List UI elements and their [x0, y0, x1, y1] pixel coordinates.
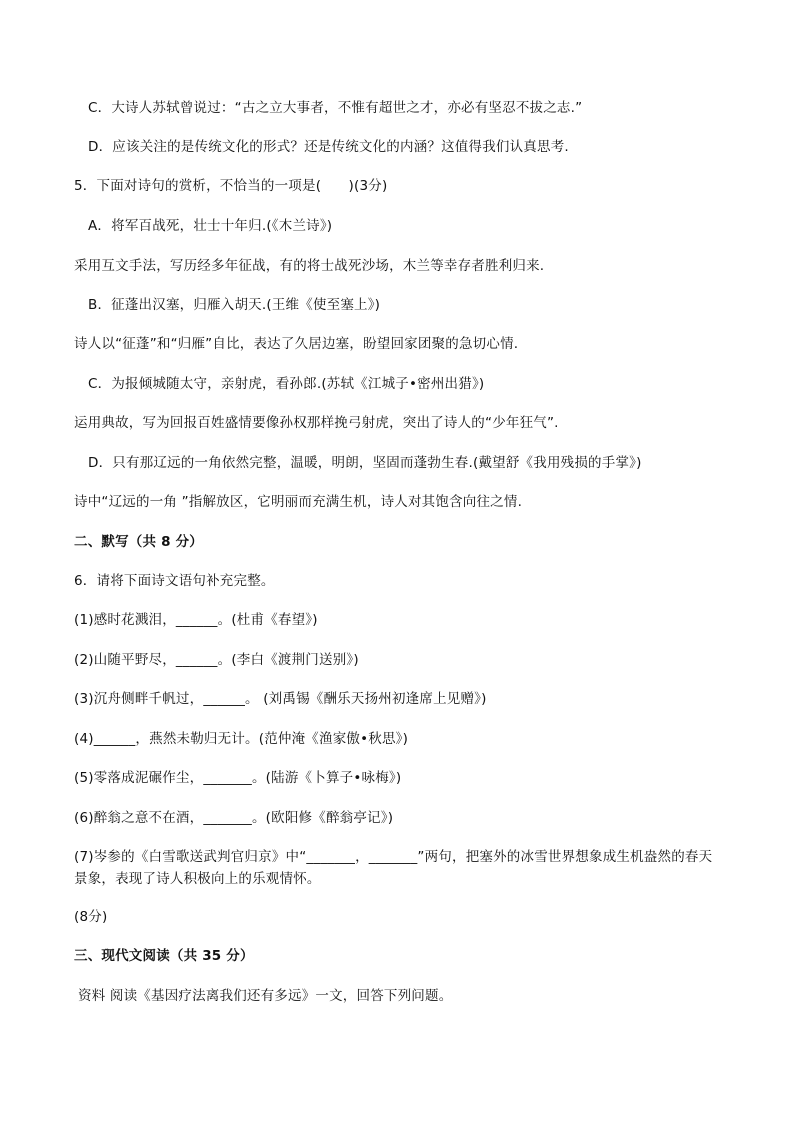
- q6-stem: 6．请将下面诗文语句补充完整。: [74, 573, 275, 589]
- q5-option-a: A．将军百战死，壮士十年归.(《木兰诗》): [88, 218, 333, 234]
- q5-option-d-analysis: 诗中“辽远的一角 ”指解放区，它明丽而充满生机，诗人对其饱含向往之情.: [74, 494, 523, 510]
- q5-option-b: B．征蓬出汉塞，归雁入胡天.(王维《使至塞上》): [88, 297, 381, 313]
- q6-item-6: (6)醉翁之意不在酒，_______。(欧阳修《醉翁亭记》): [74, 810, 394, 826]
- q4-option-c: C．大诗人苏轼曾说过：“古之立大事者，不惟有超世之才，亦必有坚忍不拔之志.”: [88, 100, 583, 116]
- q4-option-d: D．应该关注的是传统文化的形式？还是传统文化的内涵？这值得我们认真思考.: [88, 139, 569, 155]
- section3-title: 三、现代文阅读（共 35 分）: [74, 948, 254, 964]
- section2-title: 二、默写（共 8 分）: [74, 534, 203, 550]
- q6-item-2: (2)山随平野尽，______。(李白《渡荆门送别》): [74, 652, 359, 668]
- q6-item-7: (7)岑参的《白雪歌送武判官归京》中“_______，_______”两句，把塞外的冰雪世界想象成生机盎然的春天景象，表现了诗人积极向上的乐观情怀。: [74, 849, 713, 887]
- section3-intro: 资料 阅读《基因疗法离我们还有多远》一文，回答下列问题。: [78, 988, 453, 1004]
- section2-score: (8分): [74, 909, 108, 925]
- q5-option-d: D．只有那辽远的一角依然完整，温暖，明朗，坚固而蓬勃生春.(戴望舒《我用残损的手掌》): [88, 455, 642, 471]
- q5-option-c-analysis: 运用典故，写为回报百姓盛情要像孙权那样挽弓射虎，突出了诗人的“少年狂气”.: [74, 415, 559, 431]
- q6-item-1: (1)感时花溅泪，______。(杜甫《春望》): [74, 612, 318, 628]
- q6-item-4: (4)______，燕然未勒归无计。(范仲淹《渔家傲•秋思》): [74, 731, 409, 747]
- q6-item-5: (5)零落成泥碾作尘，_______。(陆游《卜算子•咏梅》): [74, 770, 402, 786]
- q5-option-c: C．为报倾城随太守，亲射虎，看孙郎.(苏轼《江城子•密州出猎》): [88, 376, 485, 392]
- q5-option-b-analysis: 诗人以“征蓬”和“归雁”自比，表达了久居边塞，盼望回家团聚的急切心情.: [74, 336, 519, 352]
- q5-stem: 5．下面对诗句的赏析，不恰当的一项是( )(3分): [74, 178, 388, 194]
- q5-option-a-analysis: 采用互文手法，写历经多年征战，有的将士战死沙场，木兰等幸存者胜利归来.: [74, 258, 545, 274]
- q6-item-3: (3)沉舟侧畔千帆过，______。 (刘禹锡《酬乐天扬州初逢席上见赠》): [74, 691, 487, 707]
